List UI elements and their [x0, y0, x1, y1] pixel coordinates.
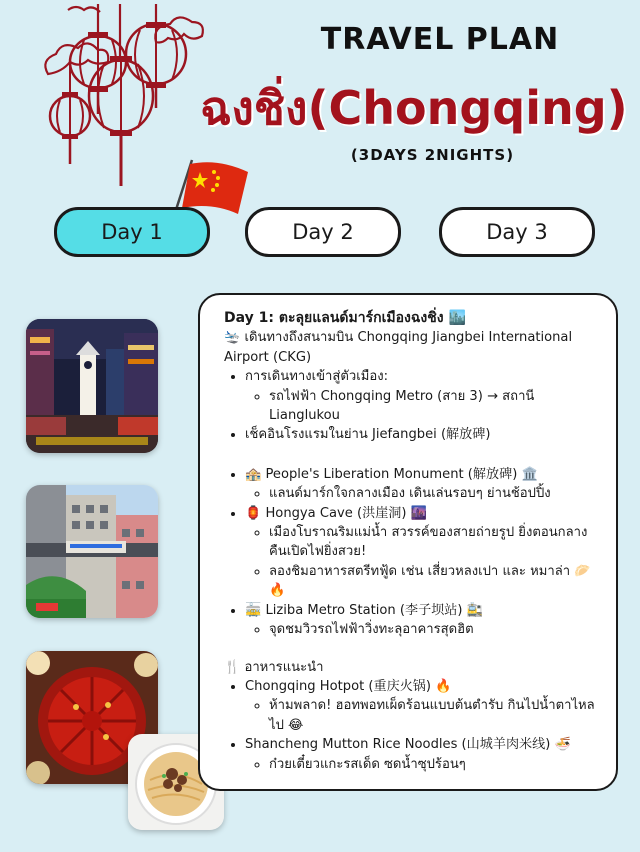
- list-item: [245, 601, 602, 640]
- list-item: [245, 425, 602, 444]
- page-title: TRAVEL PLAN: [320, 22, 560, 57]
- photo-liziba-station: [26, 485, 158, 618]
- itinerary-card: [198, 293, 618, 791]
- list-item-text: Shancheng Mutton Rice Noodles (山城羊肉米线) 🍜: [245, 737, 571, 753]
- list-item: [245, 367, 602, 425]
- photo-liberation-monument: [26, 319, 158, 453]
- list-item-text: Chongqing Hotpot (重庆火锅) 🔥: [245, 678, 452, 694]
- trip-duration: (3DAYS 2NIGHTS): [350, 146, 515, 164]
- list-item-text: 🚋 Liziba Metro Station (李子坝站) 🚉: [245, 602, 483, 618]
- list-item-text: เช็คอินโรงแรมในย่าน Jiefangbei (解放碑): [245, 427, 491, 443]
- list-subitem: ◦ แลนด์มาร์กใจกลางเมือง เดินเล่นรอบๆ ย่านช้อปปิ้ง: [269, 484, 602, 503]
- arrival-line: 🛬 เดินทางถึงสนามบิน Chongqing Jiangbei International Airport (CKG): [224, 330, 573, 365]
- tab-day-2[interactable]: Day 2: [245, 207, 401, 257]
- list-item: [245, 504, 602, 601]
- list-item: [245, 677, 602, 735]
- list-item: [245, 465, 602, 504]
- food-heading: 🍴 อาหารแนะนำ: [224, 659, 324, 675]
- spots-list: [224, 465, 602, 640]
- tab-day-3[interactable]: Day 3: [439, 207, 595, 257]
- list-item-text: 🏤 People's Liberation Monument (解放碑) 🏛️: [245, 466, 538, 482]
- list-subitem: ◦ ลองชิมอาหารสตรีทฟู้ด เช่น เสี่ยวหลงเปา และ หมาล่า 🥟🔥: [269, 562, 602, 601]
- list-subitem: ◦ ก๋วยเตี๋ยวแกะรสเด็ด ซดน้ำซุปร้อนๆ: [269, 755, 602, 774]
- list-subitem: ◦ รถไฟฟ้า Chongqing Metro (สาย 3) → สถานี Lianglukou: [269, 387, 602, 426]
- list-subitem: ◦ ห้ามพลาด! ฮอทพอทเผ็ดร้อนแบบต้นตำรับ กินไปน้ำตาไหลไป 😂: [269, 696, 602, 735]
- city-title: ฉงชิ่ง(Chongqing): [200, 81, 628, 135]
- day-heading: Day 1: ตะลุยแลนด์มาร์กเมืองฉงชิ่ง 🏙️: [224, 310, 466, 326]
- list-subitem: ◦ เมืองโบราณริมแม่น้ำ สวรรค์ของสายถ่ายรูป ยิ่งตอนกลางคืนเปิดไฟยิ่งสวย!: [269, 523, 602, 562]
- list-item: [245, 735, 602, 774]
- arrival-list: [224, 367, 602, 445]
- food-list: [224, 677, 602, 774]
- list-item-text: การเดินทางเข้าสู่ตัวเมือง:: [245, 369, 389, 385]
- list-item-text: 🏮 Hongya Cave (洪崖洞) 🌆: [245, 505, 427, 521]
- list-subitem: ◦ จุดชมวิวรถไฟฟ้าวิ่งทะลุอาคารสุดฮิต: [269, 620, 602, 639]
- tab-day-1[interactable]: Day 1: [54, 207, 210, 257]
